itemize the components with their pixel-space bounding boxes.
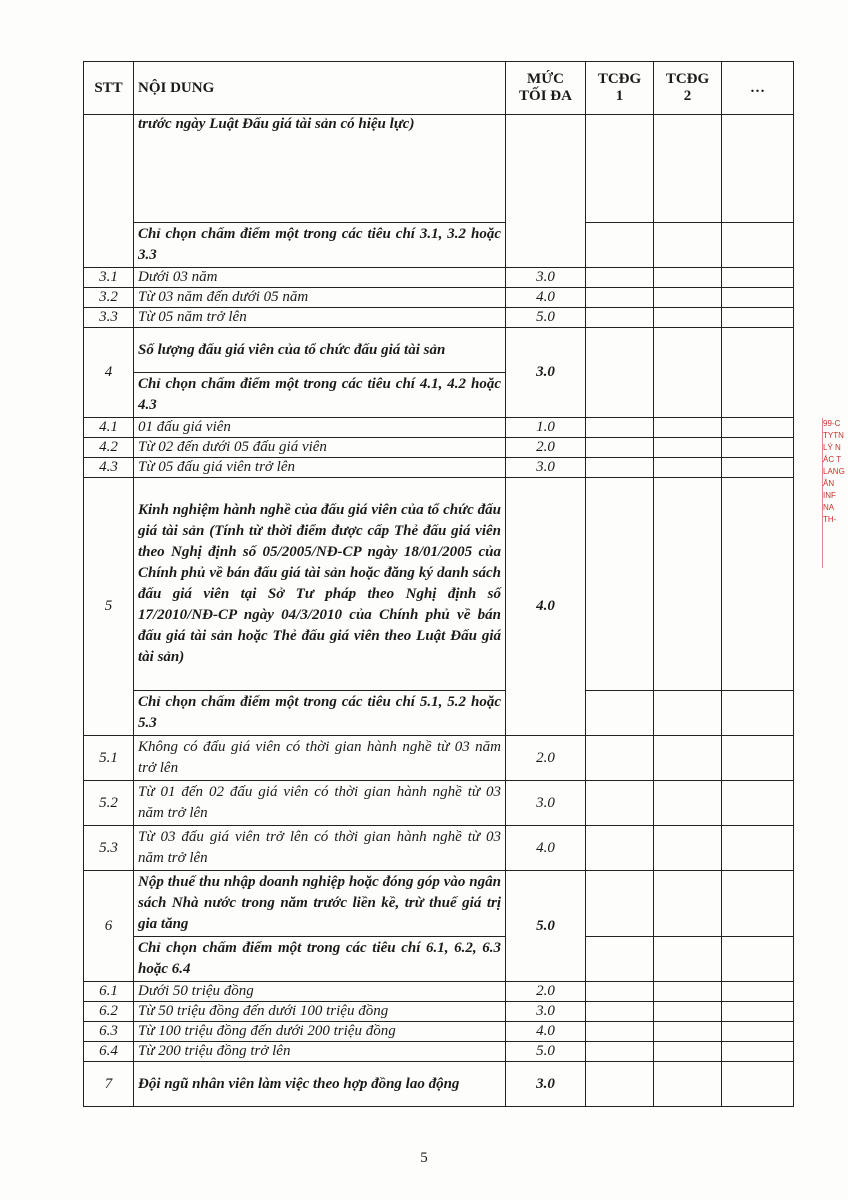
empty-cell: [722, 781, 794, 826]
empty-cell: [586, 115, 654, 223]
table-cell: Không có đấu giá viên có thời gian hành nghề từ 03 năm trở lên: [134, 736, 506, 781]
table-cell: 4: [84, 328, 134, 418]
empty-cell: [654, 418, 722, 438]
table-cell: Dưới 50 triệu đồng: [134, 982, 506, 1002]
table-cell: Từ 03 năm đến dưới 05 năm: [134, 288, 506, 308]
table-cell: 5.3: [84, 826, 134, 871]
table-cell: 4.0: [506, 478, 586, 736]
table-row: [84, 982, 794, 1002]
empty-cell: [722, 223, 794, 268]
empty-cell: [722, 736, 794, 781]
table-cell: 1.0: [506, 418, 586, 438]
table-cell: 5.1: [84, 736, 134, 781]
table-cell: Từ 03 đấu giá viên trở lên có thời gian hành nghề từ 03 năm trở lên: [134, 826, 506, 871]
empty-cell: [654, 736, 722, 781]
table-cell: 6.4: [84, 1042, 134, 1062]
empty-cell: [722, 826, 794, 871]
table-cell: Số lượng đấu giá viên của tổ chức đấu giá tài sản: [134, 328, 506, 373]
table-row: [84, 223, 794, 268]
empty-cell: [654, 308, 722, 328]
table-cell: 3.0: [506, 328, 586, 418]
table-cell: 4.1: [84, 418, 134, 438]
choose-note-3: Chỉ chọn chấm điểm một trong các tiêu chí 3.1, 3.2 hoặc 3.3: [134, 223, 506, 268]
empty-cell: [654, 223, 722, 268]
table-cell: 4.0: [506, 288, 586, 308]
empty-cell: [654, 478, 722, 691]
header-noi-dung: NỘI DUNG: [134, 62, 506, 115]
table-row: [84, 691, 794, 736]
empty-cell: [722, 1022, 794, 1042]
table-cell: 5.2: [84, 781, 134, 826]
empty-cell: [654, 1022, 722, 1042]
criteria-table: [83, 61, 794, 1107]
table-cell: Từ 100 triệu đồng đến dưới 200 triệu đồng: [134, 1022, 506, 1042]
stamp-fragment: 99-C TYTN LÝ N ÁC T LANG ÂN INF NA TH-: [822, 418, 848, 568]
empty-cell: [586, 328, 654, 418]
table-cell: 3.1: [84, 268, 134, 288]
empty-cell: [722, 937, 794, 982]
empty-cell: [586, 288, 654, 308]
table-row: [84, 1002, 794, 1022]
table-row: [84, 937, 794, 982]
table-cell: Kinh nghiệm hành nghề của đấu giá viên của tổ chức đấu giá tài sản (Tính từ thời điểm được cấp Thẻ đấu giá viên theo Nghị định số 05/2005/NĐ-CP ngày 18/01/2005 của Chính phủ về bán đấu giá tài sản hoặc đăng ký danh sách đấu giá viên tại Sở Tư pháp theo Nghị định số 17/2010/NĐ-CP ngày 04/3/2010 của Chính phủ về bán đấu giá tài sản hoặc Thẻ đấu giá viên theo Luật Đấu giá tài sản): [134, 478, 506, 691]
empty-cell: [654, 458, 722, 478]
table-cell: 6: [84, 871, 134, 982]
table-cell: 2.0: [506, 736, 586, 781]
table-cell: 3.0: [506, 458, 586, 478]
table-cell: Từ 200 triệu đồng trở lên: [134, 1042, 506, 1062]
table-row: [84, 781, 794, 826]
empty-cell: [586, 458, 654, 478]
empty-cell: [654, 781, 722, 826]
empty-cell: [586, 982, 654, 1002]
empty-cell: [722, 418, 794, 438]
table-cell: Nộp thuế thu nhập doanh nghiệp hoặc đóng góp vào ngân sách Nhà nước trong năm trước liền kề, trừ thuế giá trị gia tăng: [134, 871, 506, 937]
table-cell: 3.0: [506, 1062, 586, 1107]
table-cell: Từ 05 đấu giá viên trở lên: [134, 458, 506, 478]
table-cell: 4.0: [506, 1022, 586, 1042]
empty-cell: [722, 1002, 794, 1022]
empty-cell: [654, 982, 722, 1002]
empty-cell: [586, 871, 654, 937]
empty-cell: [586, 308, 654, 328]
empty-cell: [586, 1062, 654, 1107]
table-cell: 3.0: [506, 781, 586, 826]
table-cell: Chỉ chọn chấm điểm một trong các tiêu chí 6.1, 6.2, 6.3 hoặc 6.4: [134, 937, 506, 982]
header-stt: STT: [84, 62, 134, 115]
empty-cell: [586, 691, 654, 736]
empty-cell: [654, 691, 722, 736]
empty-cell: [586, 1002, 654, 1022]
table-cell: 3.2: [84, 288, 134, 308]
empty-cell: [506, 115, 586, 268]
table-row: [84, 438, 794, 458]
table-cell: Từ 05 năm trở lên: [134, 308, 506, 328]
header-muc-toi-da: MỨC TỐI ĐA: [506, 62, 586, 115]
table-row: [84, 1062, 794, 1107]
table-row: [84, 871, 794, 937]
empty-cell: [722, 478, 794, 691]
header-tcdg-1: TCĐG 1: [586, 62, 654, 115]
table-row: [84, 736, 794, 781]
table-row: [84, 1022, 794, 1042]
empty-cell: [586, 418, 654, 438]
empty-cell: [722, 1042, 794, 1062]
empty-cell: [586, 268, 654, 288]
empty-cell: [722, 1062, 794, 1107]
table-cell: 7: [84, 1062, 134, 1107]
table-cell: 5.0: [506, 308, 586, 328]
empty-cell: [722, 308, 794, 328]
empty-cell: [722, 982, 794, 1002]
empty-cell: [654, 115, 722, 223]
empty-cell: [654, 1042, 722, 1062]
table-row: [84, 478, 794, 691]
table-cell: 3.3: [84, 308, 134, 328]
table-cell: 6.2: [84, 1002, 134, 1022]
table-cell: Từ 02 đến dưới 05 đấu giá viên: [134, 438, 506, 458]
table-row: [84, 418, 794, 438]
empty-cell: [722, 871, 794, 937]
table-cell: 01 đấu giá viên: [134, 418, 506, 438]
empty-cell: [654, 438, 722, 458]
empty-cell: [586, 223, 654, 268]
table-cell: Chỉ chọn chấm điểm một trong các tiêu chí 4.1, 4.2 hoặc 4.3: [134, 373, 506, 418]
empty-cell: [586, 937, 654, 982]
table-row: [84, 115, 794, 223]
empty-cell: [84, 115, 134, 268]
empty-cell: [586, 438, 654, 458]
table-cell: 5: [84, 478, 134, 736]
empty-cell: [586, 1022, 654, 1042]
table-cell: 3.0: [506, 1002, 586, 1022]
table-cell: Dưới 03 năm: [134, 268, 506, 288]
table-cell: Đội ngũ nhân viên làm việc theo hợp đồng lao động: [134, 1062, 506, 1107]
empty-cell: [654, 328, 722, 418]
table-cell: Từ 01 đến 02 đấu giá viên có thời gian hành nghề từ 03 năm trở lên: [134, 781, 506, 826]
table-row: [84, 1042, 794, 1062]
empty-cell: [722, 691, 794, 736]
empty-cell: [722, 115, 794, 223]
table-cell: 6.3: [84, 1022, 134, 1042]
header-row: [84, 62, 794, 115]
table-cell: 5.0: [506, 871, 586, 982]
empty-cell: [722, 288, 794, 308]
table-cell: 5.0: [506, 1042, 586, 1062]
empty-cell: [654, 1002, 722, 1022]
table-cell: 4.0: [506, 826, 586, 871]
table-cell: 6.1: [84, 982, 134, 1002]
table-cell: 2.0: [506, 438, 586, 458]
page-number: 5: [420, 1150, 428, 1166]
empty-cell: [654, 268, 722, 288]
empty-cell: [586, 478, 654, 691]
empty-cell: [722, 328, 794, 418]
table-cell: 3.0: [506, 268, 586, 288]
empty-cell: [654, 1062, 722, 1107]
empty-cell: [654, 937, 722, 982]
empty-cell: [722, 268, 794, 288]
empty-cell: [722, 438, 794, 458]
table-row: [84, 268, 794, 288]
empty-cell: [586, 1042, 654, 1062]
table-row: [84, 458, 794, 478]
empty-cell: [654, 826, 722, 871]
header-more: …: [722, 62, 794, 115]
table-row: [84, 308, 794, 328]
table-row: [84, 826, 794, 871]
continued-text: trước ngày Luật Đấu giá tài sản có hiệu lực): [134, 115, 506, 223]
table-row: [84, 328, 794, 373]
empty-cell: [654, 288, 722, 308]
table-cell: 2.0: [506, 982, 586, 1002]
header-tcdg-2: TCĐG 2: [654, 62, 722, 115]
empty-cell: [586, 781, 654, 826]
empty-cell: [586, 736, 654, 781]
empty-cell: [654, 871, 722, 937]
table-row: [84, 288, 794, 308]
table-cell: 4.2: [84, 438, 134, 458]
empty-cell: [586, 826, 654, 871]
table-cell: Từ 50 triệu đồng đến dưới 100 triệu đồng: [134, 1002, 506, 1022]
empty-cell: [722, 458, 794, 478]
table-cell: 4.3: [84, 458, 134, 478]
table-cell: Chỉ chọn chấm điểm một trong các tiêu chí 5.1, 5.2 hoặc 5.3: [134, 691, 506, 736]
